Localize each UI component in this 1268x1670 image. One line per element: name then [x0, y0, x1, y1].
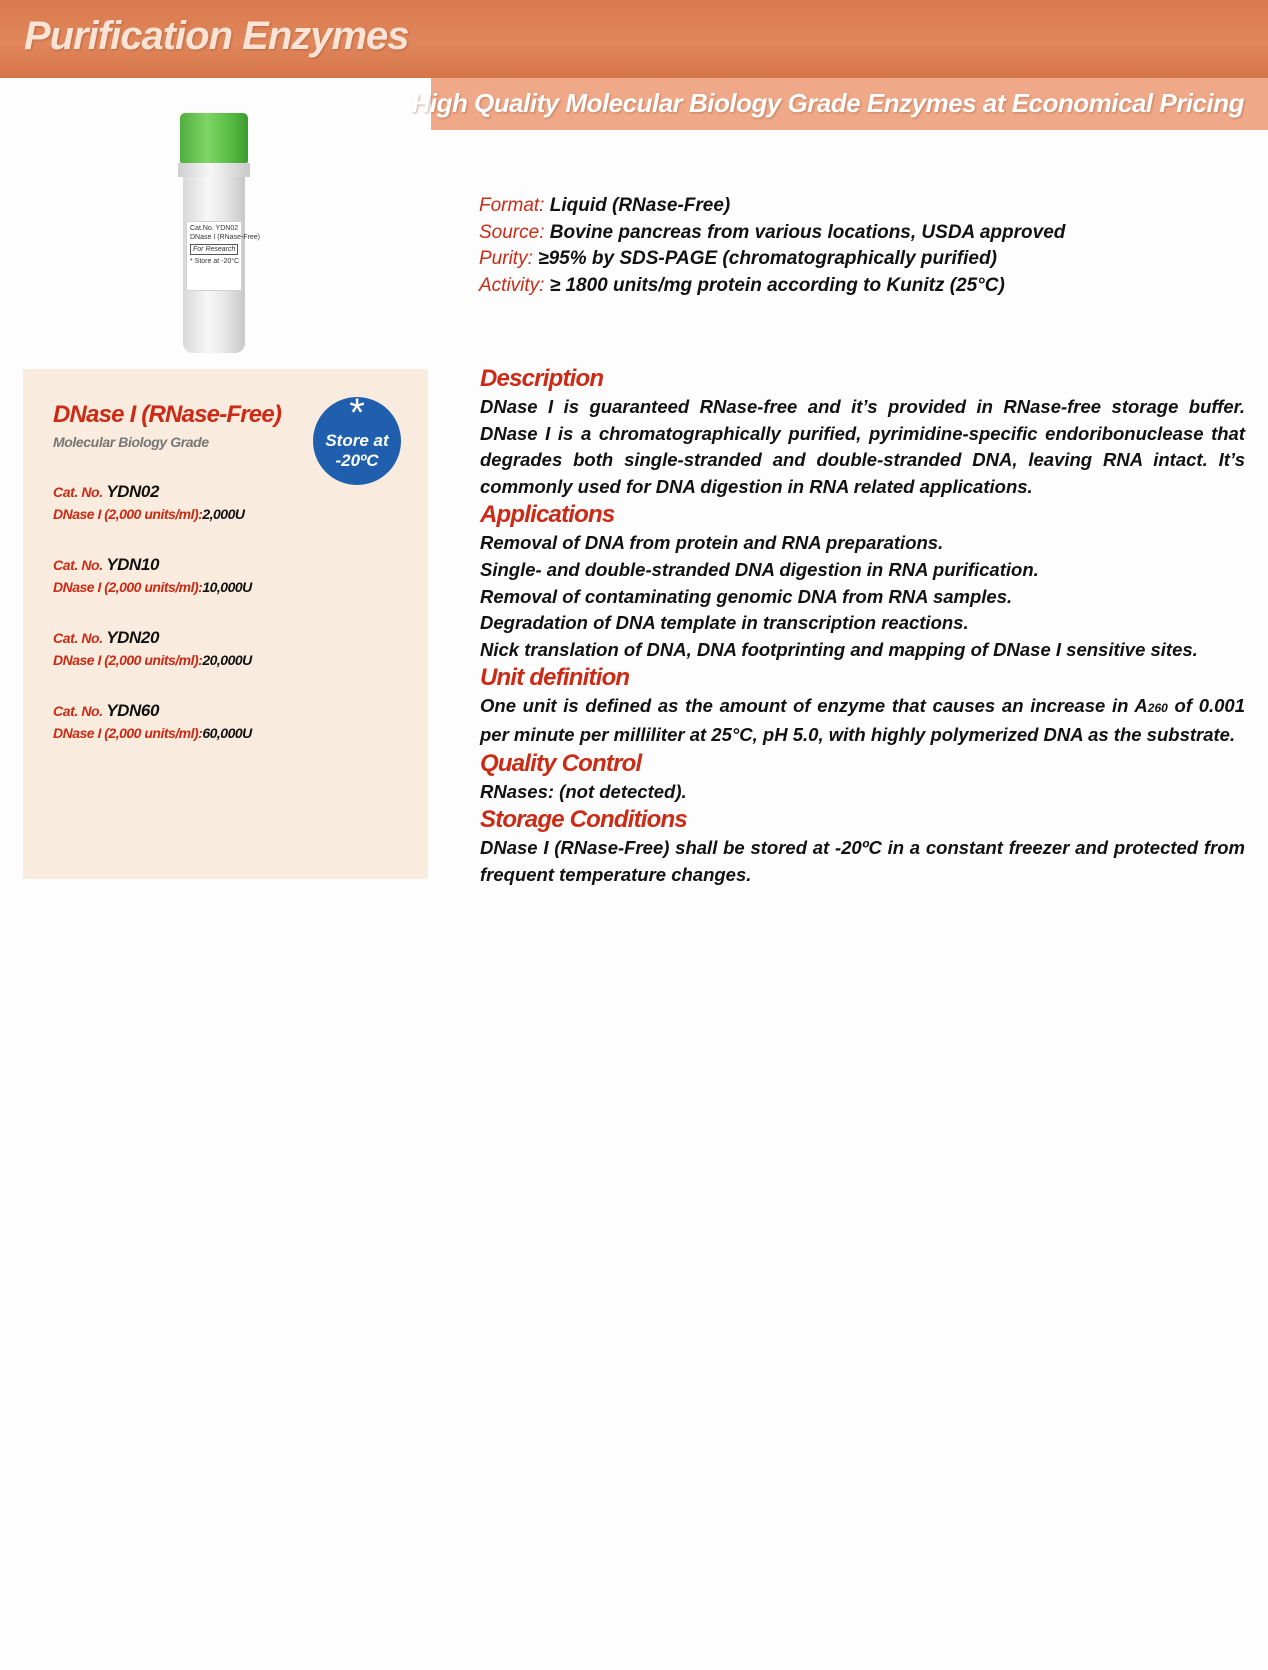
badge-line-1: Store at — [325, 431, 389, 450]
cat-label: Cat. No. — [53, 703, 103, 719]
cat-label: Cat. No. — [53, 557, 103, 573]
vial-neck — [178, 163, 250, 177]
cat-label: Cat. No. — [53, 484, 103, 500]
spec-value: Bovine pancreas from various locations, USDA approved — [549, 221, 1066, 243]
unit-label: DNase I (2,000 units/ml): — [53, 652, 203, 668]
product-name: DNase I (RNase-Free) — [53, 401, 282, 428]
application-item: Removal of DNA from protein and RNA preparations. — [480, 532, 944, 554]
vial-label-research: For Research — [190, 244, 238, 255]
description-heading: Description — [480, 365, 604, 392]
cat-number: YDN10 — [106, 555, 160, 574]
vial-label-cat: Cat.No. YDN02 — [190, 225, 239, 232]
catalog-item — [53, 555, 252, 595]
spec-list — [479, 193, 1065, 299]
spec-purity — [479, 246, 1065, 273]
catalog-item — [53, 628, 252, 668]
header-band — [0, 0, 1268, 78]
unit-value: 2,000U — [202, 506, 245, 522]
spec-label: Format: — [479, 195, 545, 216]
spec-format — [479, 193, 1065, 220]
description-text: DNase I is guaranteed RNase-free and it’s provided in RNase-free storage buffer. DNase I is a chromatographically purified, pyrimidine-specific endoribonuclease that degrades both single-stranded and double-stranded DNA, leaving RNA intact. It’s commonly used for DNA digestion in RNA related applications. — [480, 396, 1245, 497]
snowflake-icon: * — [349, 391, 365, 435]
spec-label: Activity: — [479, 274, 545, 296]
unit-definition-text-part: of 0.001 per minute per milliliter at 25°C, pH 5.0, with highly polymerized DNA as the substrate. — [480, 695, 1245, 745]
badge-text — [313, 431, 401, 471]
quality-control-text: RNases: (not detected). — [480, 780, 687, 802]
unit-value: 10,000U — [202, 579, 252, 595]
quality-control-heading: Quality Control — [480, 749, 642, 777]
product-grade: Molecular Biology Grade — [53, 434, 209, 450]
application-item: Degradation of DNA template in transcription reactions. — [480, 612, 969, 634]
cat-label: Cat. No. — [53, 630, 103, 646]
subtitle-band — [411, 78, 1268, 130]
product-panel — [23, 369, 428, 879]
unit-definition-heading: Unit definition — [480, 664, 630, 692]
product-vial-image — [178, 113, 261, 361]
spec-label: Purity: — [479, 248, 533, 269]
unit-definition-text-part: One unit is defined as the amount of enzyme that causes an increase in A — [480, 695, 1148, 717]
cat-number: YDN02 — [106, 482, 160, 501]
cat-number: YDN20 — [106, 628, 160, 647]
unit-value: 20,000U — [202, 652, 252, 668]
spec-source — [479, 220, 1065, 247]
unit-label: DNase I (2,000 units/ml): — [53, 579, 203, 595]
unit-label: DNase I (2,000 units/ml): — [53, 725, 203, 741]
page-subtitle: High Quality Molecular Biology Grade Enzymes at Economical Pricing — [411, 88, 1244, 118]
cat-number: YDN60 — [106, 701, 160, 720]
store-temperature-badge — [313, 391, 401, 485]
applications-heading: Applications — [480, 501, 615, 529]
spec-value: Liquid (RNase-Free) — [549, 195, 731, 216]
storage-heading: Storage Conditions — [480, 806, 687, 834]
spec-label: Source: — [479, 221, 545, 243]
badge-line-2: -20ºC — [335, 451, 379, 470]
page-title: Purification Enzymes — [24, 14, 409, 58]
application-item: Single- and double-stranded DNA digestion in RNA purification. — [480, 558, 1039, 580]
catalog-item — [53, 701, 252, 741]
vial-label — [186, 221, 261, 291]
spec-value: ≥95% by SDS-PAGE (chromatographically purified) — [538, 248, 997, 269]
vial-label-store: * Store at -20°C — [190, 258, 240, 265]
storage-text: DNase I (RNase-Free) shall be stored at -20ºC in a constant freezer and protected from frequent temperature changes. — [480, 837, 1245, 885]
unit-value: 60,000U — [202, 725, 252, 741]
spec-value: ≥ 1800 units/mg protein according to Kunitz (25°C) — [549, 274, 1005, 296]
application-item: Nick translation of DNA, DNA footprinting and mapping of DNase I sensitive sites. — [480, 638, 1198, 660]
vial-cap — [180, 113, 248, 163]
product-details — [480, 364, 1245, 888]
absorbance-subscript: 260 — [1147, 701, 1168, 716]
spec-activity — [479, 273, 1065, 300]
unit-label: DNase I (2,000 units/ml): — [53, 506, 203, 522]
application-item: Removal of contaminating genomic DNA from RNA samples. — [480, 585, 1013, 607]
vial-label-name: DNase I (RNase-Free) — [190, 234, 261, 241]
catalog-item — [53, 482, 244, 522]
unit-definition-text — [480, 693, 1245, 748]
